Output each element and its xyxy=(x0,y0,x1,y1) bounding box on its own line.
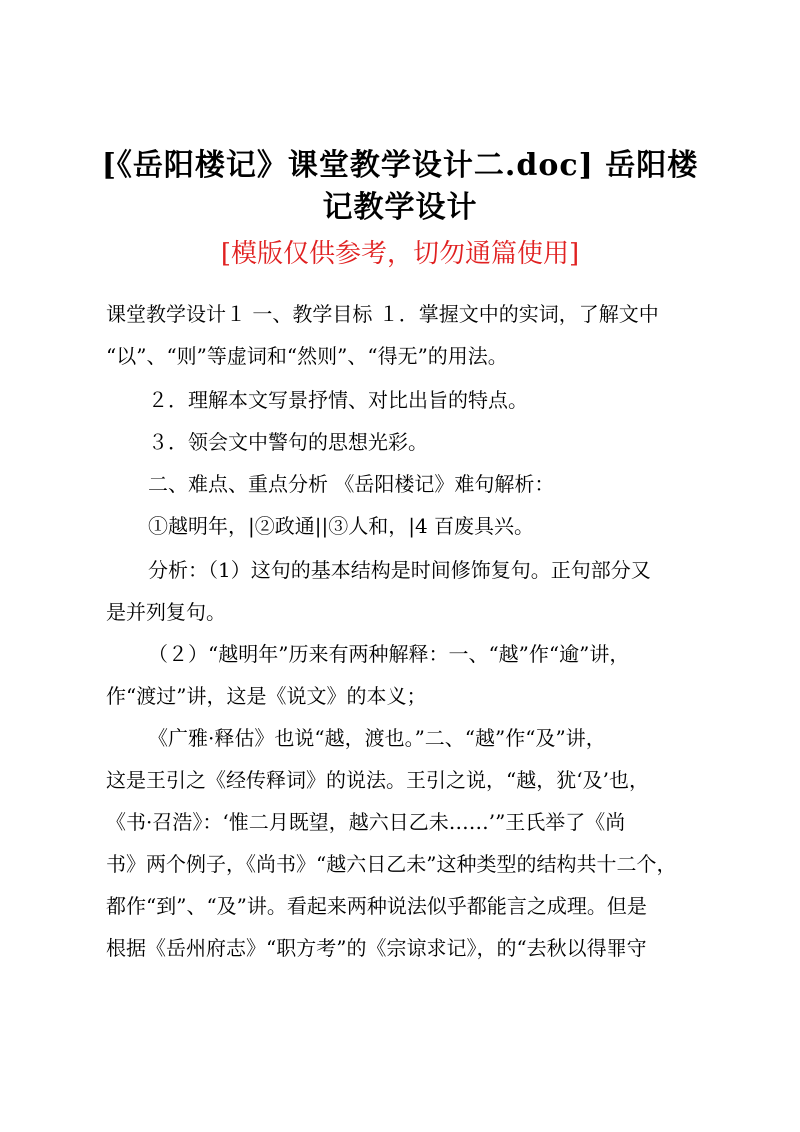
paragraph-line: “以”、“则”等虚词和“然则”、“得无”的用法。 xyxy=(106,344,508,368)
paragraph-line: 都作“到”、“及”讲。看起来两种说法似乎都能言之成理。但是 xyxy=(106,894,647,918)
paragraph-line: ２．理解本文写景抒情、对比出旨的特点。 xyxy=(148,388,528,412)
paragraph-line: （２）“越明年”历来有两种解释：一、“越”作“逾”讲， xyxy=(148,642,630,666)
paragraph-line: ３．领会文中警句的思想光彩。 xyxy=(148,430,428,454)
document-title-line-1: [《岳阳楼记》课堂教学设计二.doc] 岳阳楼 xyxy=(101,148,699,183)
paragraph-line: 是并列复句。 xyxy=(106,600,226,624)
template-notice: [模版仅供参考，切勿通篇使用] xyxy=(220,239,580,269)
paragraph-line: 二、难点、重点分析 《岳阳楼记》难句解析： xyxy=(148,472,555,496)
paragraph-line: ①越明年，|②政通||③人和，|4 百废具兴。 xyxy=(148,514,535,538)
paragraph-line: 分析：（1）这句的基本结构是时间修饰复句。正句部分又 xyxy=(148,558,651,582)
paragraph-line: 这是王引之《经传释词》的说法。王引之说，“越，犹‘及’也， xyxy=(106,768,649,792)
paragraph-line: 课堂教学设计１ 一、教学目标 １．掌握文中的实词，了解文中 xyxy=(106,302,659,326)
document-title-line-2: 记教学设计 xyxy=(322,190,478,225)
paragraph-line: 作“渡过”讲，这是《说文》的本义； xyxy=(106,684,427,708)
paragraph-line: 根据《岳州府志》“职方考”的《宗谅求记》，的“去秋以得罪守 xyxy=(106,936,647,960)
paragraph-line: 书》两个例子，《尚书》“越六日乙未”这种类型的结构共十二个， xyxy=(106,852,677,876)
paragraph-line: 《广雅·释估》也说“越，渡也。”二、“越”作“及”讲， xyxy=(148,726,606,750)
paragraph-line: 《书·召浩》：‘惟二月既望，越六日乙未……’”王氏举了《尚 xyxy=(106,810,626,834)
